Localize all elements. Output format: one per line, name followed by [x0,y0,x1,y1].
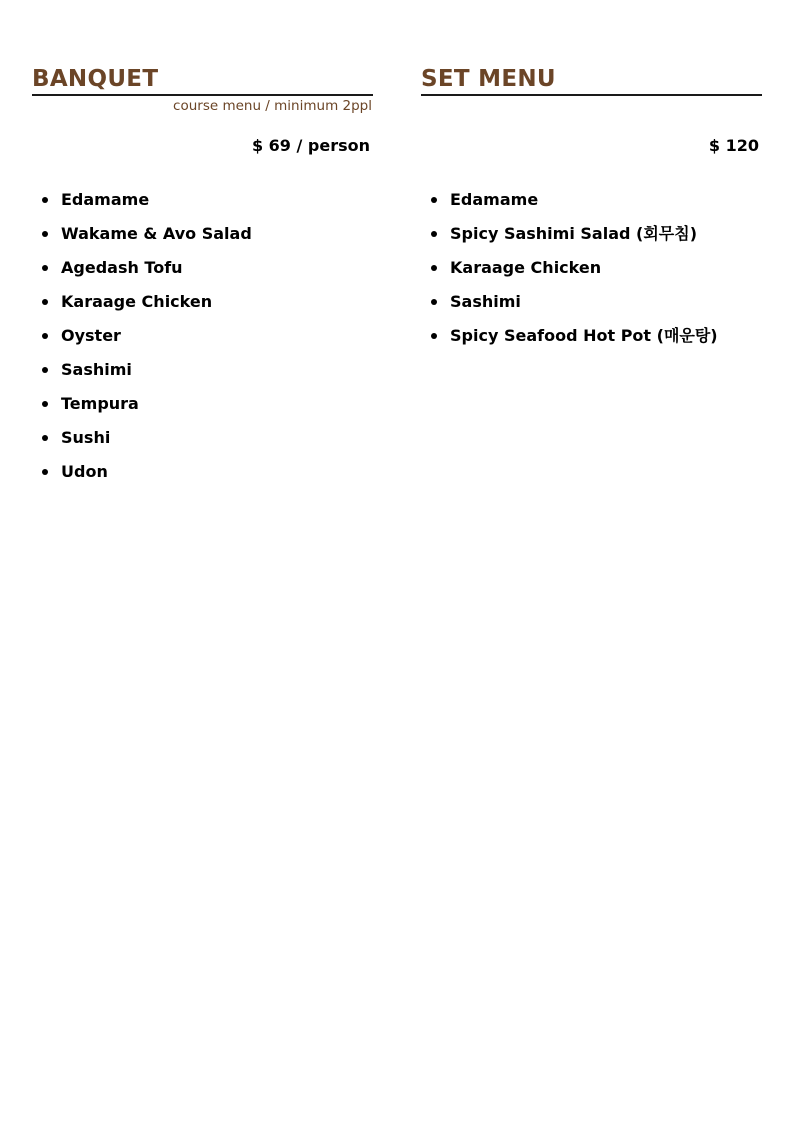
list-item [32,258,373,292]
list-item [32,462,373,496]
list-item-label: Agedash Tofu [61,258,183,277]
list-item [32,292,373,326]
list-item-label: Edamame [61,190,150,209]
set-menu-price: $ 120 [708,136,759,155]
list-item-label: Tempura [61,394,139,413]
bullet-icon [42,401,48,407]
set-menu-items-list [421,190,762,360]
list-item [421,258,762,292]
list-item [421,292,762,326]
list-item [32,360,373,394]
list-item-label: Sashimi [450,292,521,311]
bullet-icon [42,197,48,203]
list-item-label: Karaage Chicken [450,258,602,277]
list-item [421,326,762,360]
list-item-label: Sashimi [61,360,132,379]
bullet-icon [431,265,437,271]
list-item-label: Sushi [61,428,111,447]
list-item [32,326,373,360]
bullet-icon [42,435,48,441]
banquet-subtitle: course menu / minimum 2ppl [173,98,372,114]
banquet-price: $ 69 / person [251,136,370,155]
set-menu-subtitle [421,98,762,116]
list-item [421,190,762,224]
banquet-section [32,66,373,481]
bullet-icon [431,197,437,203]
bullet-icon [431,231,437,237]
list-item-label: Wakame & Avo Salad [61,224,252,243]
bullet-icon [42,333,48,339]
bullet-icon [42,367,48,373]
bullet-icon [42,299,48,305]
bullet-icon [431,299,437,305]
list-item-label: Spicy Sashimi Salad (회무침) [450,224,698,243]
list-item-label: Spicy Seafood Hot Pot (매운탕) [450,326,718,345]
list-item [32,224,373,258]
bullet-icon [42,469,48,475]
list-item-label: Udon [61,462,108,481]
list-item-label: Edamame [450,190,539,209]
bullet-icon [431,333,437,339]
list-item-label: Oyster [61,326,121,345]
set-menu-title: SET MENU [421,66,762,96]
banquet-title: BANQUET [32,66,373,96]
set-menu-section [421,66,762,345]
list-item [421,224,762,258]
list-item [32,394,373,428]
list-item [32,190,373,224]
list-item [32,428,373,462]
bullet-icon [42,231,48,237]
list-item-label: Karaage Chicken [61,292,213,311]
banquet-items-list [32,190,373,496]
bullet-icon [42,265,48,271]
